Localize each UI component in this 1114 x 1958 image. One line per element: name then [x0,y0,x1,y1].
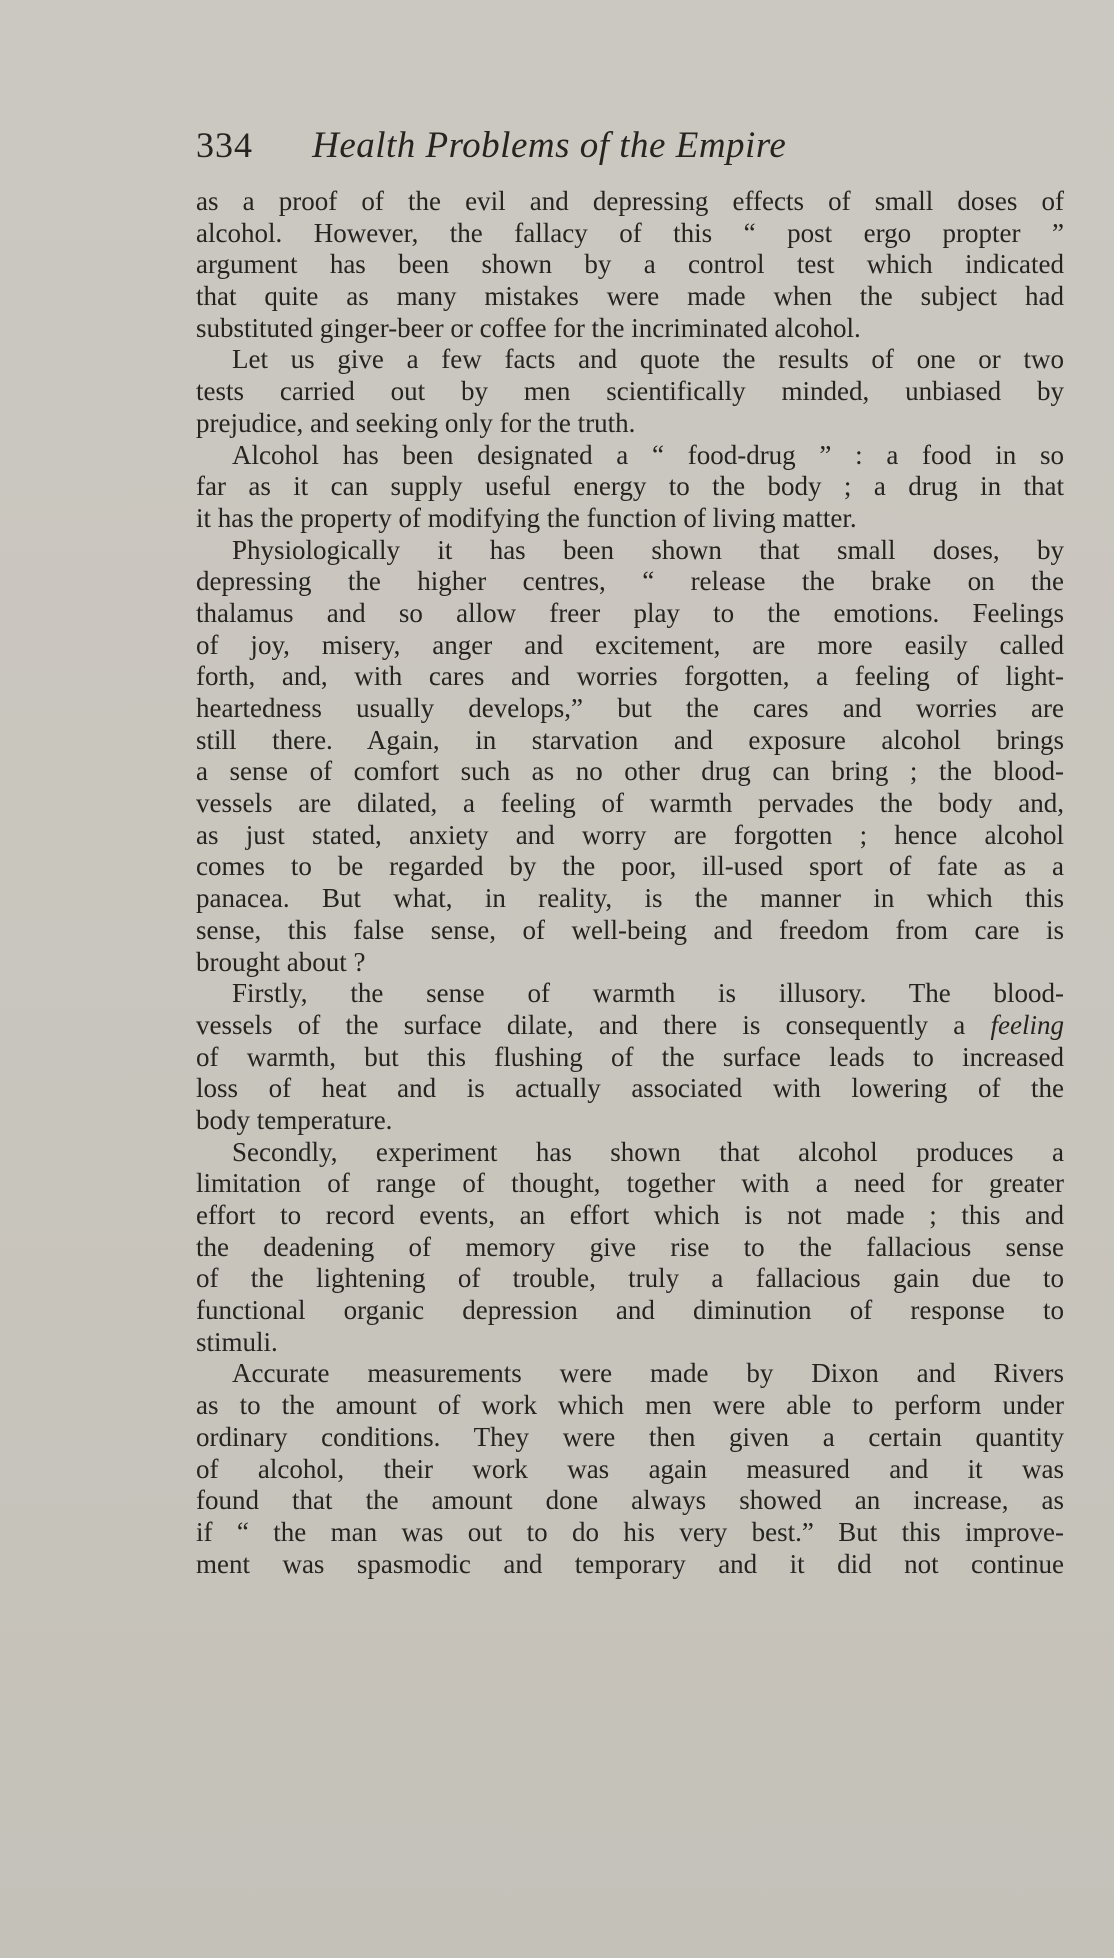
text-line [196,693,1064,725]
text-line [196,915,1064,947]
text-line [196,1485,1064,1517]
text-line [196,313,1064,345]
text-line [196,1390,1064,1422]
text-line-content: thalamus and so allow freer play to the emotions. Feelings [196,597,1064,628]
text-line-content: vessels of the surface dilate, and there is consequently a [196,1009,991,1040]
running-title: Health Problems of the Empire [312,125,787,166]
text-line [196,820,1064,852]
text-line-content: sense, this false sense, of well-being and freedom from care is [196,914,1064,945]
text-line [196,978,1064,1010]
text-line [196,566,1064,598]
text-line-content: substituted ginger-beer or coffee for the incriminated alcohol. [196,312,861,343]
page-number: 334 [196,125,253,165]
text-line-content: vessels are dilated, a feeling of warmth pervades the body and, [196,788,1064,819]
text-line-content: of warmth, but this flushing of the surface leads to increased [196,1041,1064,1072]
text-line [196,376,1064,408]
text-line-content: limitation of range of thought, together with a need for greater [196,1168,1064,1199]
body-text [196,186,1064,1580]
text-line-content: panacea. But what, in reality, is the manner in which this [196,883,1064,914]
text-line-content: heartedness usually develops,” but the cares and worries are [196,693,1064,723]
text-line [196,503,1064,535]
text-line [196,408,1064,440]
text-line [196,1517,1064,1549]
text-line-content: far as it can supply useful energy to the body ; a drug in that [196,471,1064,502]
text-line-content: functional organic depression and diminution of response to [196,1295,1064,1326]
text-line [196,1137,1064,1169]
text-line [196,1042,1064,1074]
text-line [196,471,1064,503]
text-line [196,630,1064,662]
text-line [196,1263,1064,1295]
text-line [196,1200,1064,1232]
text-line-content: body temperature. [196,1104,393,1135]
text-line-content: ordinary conditions. They were then given a certain quantity [196,1421,1064,1452]
text-line-content: prejudice, and seeking only for the truth. [196,407,636,438]
text-line [196,186,1064,218]
text-line-content: stimuli. [196,1326,278,1357]
text-line [196,756,1064,788]
text-line [196,1358,1064,1390]
text-line [196,1073,1064,1105]
text-line-content: Firstly, the sense of warmth is illusory. The blood- [232,978,1064,1009]
text-line [196,1105,1064,1137]
text-line [196,947,1064,979]
text-line [196,1010,1064,1042]
text-line [196,851,1064,883]
text-line-content: argument has been shown by a control test which indicated [196,249,1064,280]
text-line [196,788,1064,820]
text-line-content: found that the amount done always showed an increase, as [196,1485,1064,1516]
text-line [196,1454,1064,1486]
text-line-content: loss of heat and is actually associated with lowering of the [196,1073,1064,1104]
text-line-content: of the lightening of trouble, truly a fallacious gain due to [196,1263,1064,1294]
text-line [196,1295,1064,1327]
text-line [196,1549,1064,1581]
text-line-content: of joy, misery, anger and excitement, are more easily called [196,629,1064,660]
text-line-content: tests carried out by men scientifically minded, unbiased by [196,376,1064,407]
text-line-content: comes to be regarded by the poor, ill-used sport of fate as a [196,851,1064,882]
text-line-content: effort to record events, an effort which is not made ; this and [196,1200,1064,1230]
text-line-content: as a proof of the evil and depressing effects of small doses of [196,186,1064,216]
text-line-content: Alcohol has been designated a “ food-drug ” : a food in so [232,439,1064,470]
text-line [196,249,1064,281]
text-line-content: as just stated, anxiety and worry are forgotten ; hence alcohol [196,819,1064,850]
text-line [196,281,1064,313]
text-line-content: forth, and, with cares and worries forgotten, a feeling of light- [196,661,1064,692]
text-line [196,598,1064,630]
text-line-content: alcohol. However, the fallacy of this “ post ergo propter ” [196,217,1064,248]
text-line-content: of alcohol, their work was again measured and it was [196,1453,1064,1484]
text-line [196,535,1064,567]
text-line-content: Accurate measurements were made by Dixon and Rivers [232,1358,1064,1389]
text-line-content: depressing the higher centres, “ release the brake on the [196,566,1064,597]
text-line-content: a sense of comfort such as no other drug can bring ; the blood- [196,756,1064,787]
text-line-content: still there. Again, in starvation and exposure alcohol brings [196,724,1064,755]
text-line-content: the deadening of memory give rise to the fallacious sense [196,1231,1064,1262]
text-line [196,883,1064,915]
text-line [196,344,1064,376]
text-line [196,218,1064,250]
text-line [196,1327,1064,1359]
text-line-content: if “ the man was out to do his very best.” But this improve- [196,1516,1064,1547]
text-line [196,661,1064,693]
text-line [196,440,1064,472]
text-line-content: Physiologically it has been shown that small doses, by [232,534,1064,565]
text-line-content: Let us give a few facts and quote the results of one or two [232,344,1064,375]
text-line-content: it has the property of modifying the function of living matter. [196,502,857,533]
text-line [196,725,1064,757]
text-line-content: Secondly, experiment has shown that alcohol produces a [232,1136,1064,1167]
text-line-content: as to the amount of work which men were able to perform under [196,1390,1064,1421]
text-line-content: that quite as many mistakes were made when the subject had [196,281,1064,312]
text-line [196,1232,1064,1264]
italic-word: feeling [990,1009,1064,1040]
running-head [196,122,1026,168]
text-line-content: brought about ? [196,946,366,977]
text-line [196,1168,1064,1200]
text-line [196,1422,1064,1454]
text-line-content: ment was spasmodic and temporary and it did not continue [196,1548,1064,1579]
